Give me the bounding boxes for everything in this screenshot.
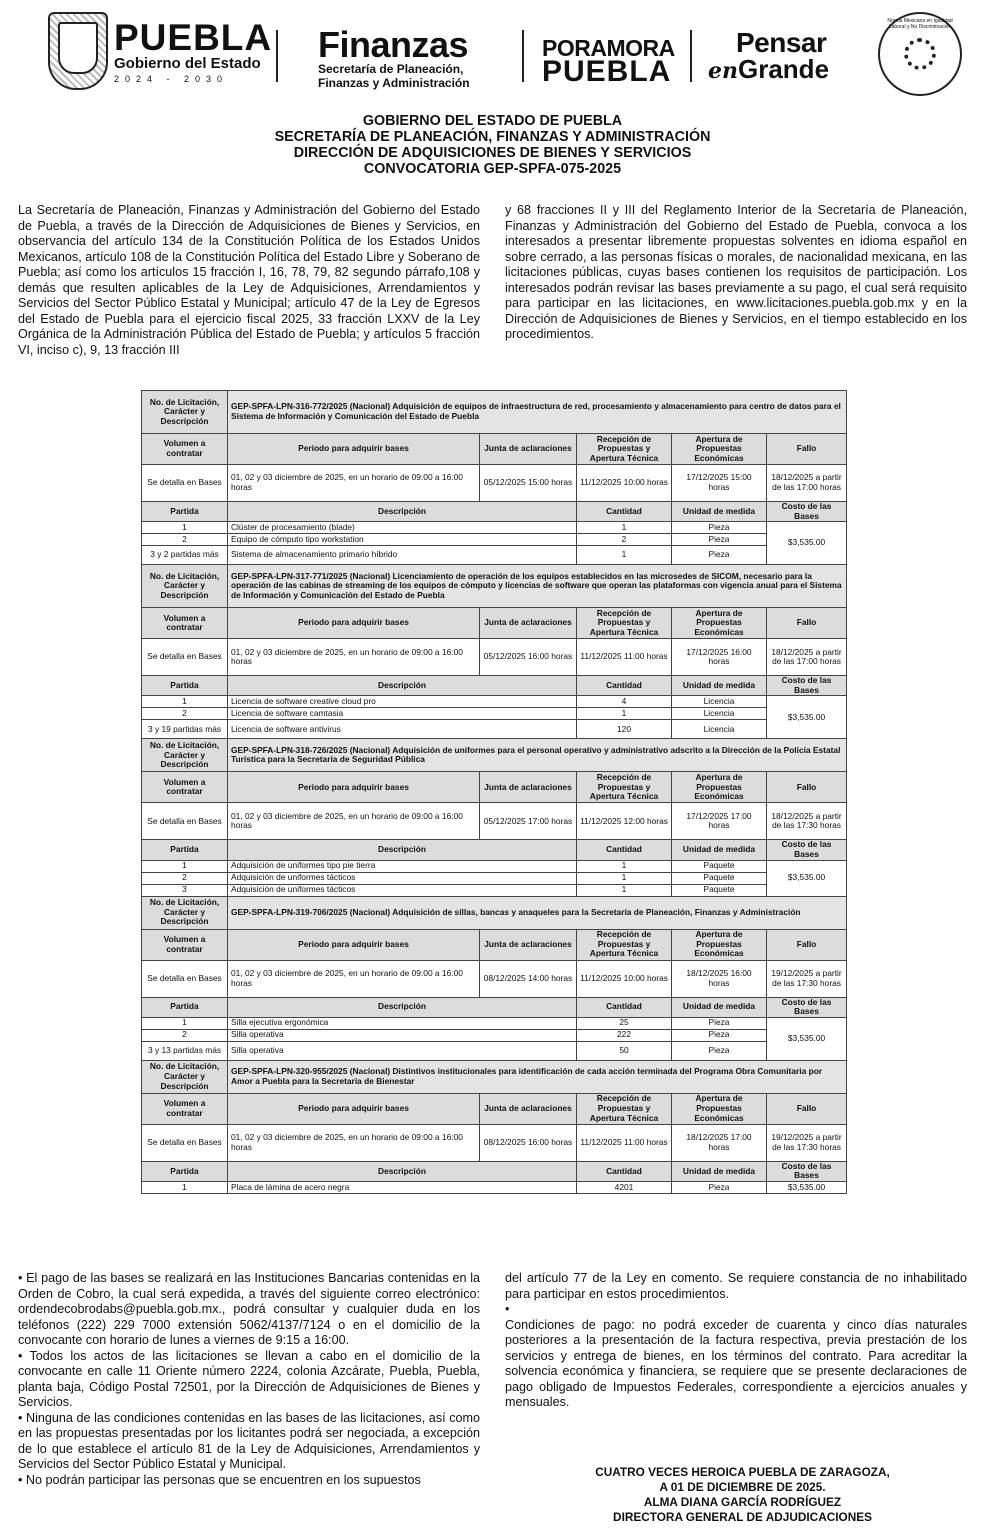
no-licitacion-header: No. de Licitación, Carácter y Descripción [142,565,228,608]
recepcion-header: Recepción de Propuestas y Apertura Técnica [577,608,672,639]
costo-header: Costo de las Bases [767,502,847,522]
signature-block [520,1465,965,1525]
volumen-header: Volumen a contratar [142,1093,228,1124]
finanzas-logo [318,24,470,90]
tenders-table [141,390,847,1194]
apertura-header: Apertura de Propuestas Económicas [672,434,767,465]
unidad-header: Unidad de medida [672,502,767,522]
pensar-line2: Grande [738,54,830,84]
junta-header: Junta de aclaraciones [480,929,577,960]
recepcion-header: Recepción de Propuestas y Apertura Técnica [577,434,672,465]
volumen-value: Se detalla en Bases [142,803,228,840]
cantidad-value: 2 [577,534,672,546]
notes-left-column [18,1271,480,1488]
partida-value: 2 [142,1029,228,1041]
pensar-en-grande-logo [708,27,830,84]
schedule-header-row [142,929,847,960]
partida-value: 1 [142,522,228,534]
note-paragraph: del artículo 77 de la Ley en comento. Se requiere constancia de no inhabilitado para participar en estos procedimientos. [505,1271,967,1301]
recepcion-value: 11/12/2025 11:00 horas [577,1124,672,1161]
tender-id-row [142,1060,847,1093]
unidad-value: Pieza [672,1041,767,1060]
junta-header: Junta de aclaraciones [480,434,577,465]
tender-description: GEP-SPFA-LPN-317-771/2025 (Nacional) Licenciamiento de operación de los equipos establecidos en las microsedes de SICOM, necesario para la operación de las cabinas de streaming de los equipos de cómputo y licencias de software que operan las plataformas con vigencia anual para el Sistema de Información y Comunicación del Estado de Puebla [228,565,847,608]
tender-id-row [142,739,847,772]
partida-value: 1 [142,696,228,708]
partida-value: 3 y 19 partidas más [142,720,228,739]
fallo-value: 19/12/2025 a partir de las 17:30 horas [767,960,847,997]
volumen-header: Volumen a contratar [142,608,228,639]
table-row [142,1041,847,1060]
cantidad-value: 1 [577,884,672,896]
finanzas-logo-title: Finanzas [318,24,469,65]
table-row [142,522,847,534]
no-licitacion-header: No. de Licitación, Carácter y Descripción [142,739,228,772]
cantidad-value: 4201 [577,1181,672,1193]
item-description: Adquisición de uniformes tácticos [228,884,577,896]
fallo-value: 18/12/2025 a partir de las 17:30 horas [767,803,847,840]
cantidad-value: 1 [577,860,672,872]
periodo-value: 01, 02 y 03 diciembre de 2025, en un horario de 09:00 a 16:00 horas [228,803,480,840]
igualdad-laboral-seal-icon: Norma Mexicana en Igualdad Laboral y No Discriminación [878,12,962,96]
descripcion-header: Descripción [228,1161,577,1181]
note-paragraph: • [505,1302,510,1316]
item-description: Equipo de cómputo tipo workstation [228,534,577,546]
junta-header: Junta de aclaraciones [480,772,577,803]
table-row [142,884,847,896]
table-row [142,534,847,546]
partida-value: 2 [142,534,228,546]
cantidad-header: Cantidad [577,997,672,1017]
intro-right-column: y 68 fracciones II y III del Reglamento Interior de la Secretaría de Planeación, Finanzas y Administración del Gobierno del Estado de Puebla, convoca a los interesados a presentar libremente propuestas solventes en idioma español en sobre cerrado, a las personas físicas o morales, de nacionalidad mexicana, en las licitaciones públicas, cuyas bases contienen los requisitos de participación. Los interesados podrán revisar las bases previamente a su pago, el cual será requisito para participar en las licitaciones, en www.licitaciones.puebla.gob.mx y en la Dirección de Adquisiciones de Bienes y Servicios, en el tiempo establecido en los procedimientos. [505,203,967,341]
cantidad-value: 1 [577,708,672,720]
apertura-value: 17/12/2025 15:00 horas [672,465,767,502]
por-amor-line2: PUEBLA [542,55,672,88]
cantidad-value: 120 [577,720,672,739]
unidad-value: Licencia [672,696,767,708]
item-description: Licencia de software antivirus [228,720,577,739]
signatory-title: DIRECTORA GENERAL DE ADJUDICACIONES [613,1510,872,1524]
header-line-1: GOBIERNO DEL ESTADO DE PUEBLA [362,113,623,129]
tender-description: GEP-SPFA-LPN-318-726/2025 (Nacional) Adquisición de uniformes para el personal operativo y administrativo adscrito a la Dirección de la Policía Estatal Turística para la Secretaría de Seguridad Pública [228,739,847,772]
table-row [142,1181,847,1193]
unidad-header: Unidad de medida [672,1161,767,1181]
puebla-logo-years: 2024 - 2030 [114,74,229,84]
convocatoria-title: CONVOCATORIA GEP-SPFA-075-2025 [363,161,622,177]
tender-description: GEP-SPFA-LPN-320-955/2025 (Nacional) Distintivos institucionales para identificación de cada acción terminada del Programa Obra Comunitaria por Amor a Puebla para la Secretaría de Bienestar [228,1060,847,1093]
no-licitacion-header: No. de Licitación, Carácter y Descripción [142,1060,228,1093]
partida-header: Partida [142,502,228,522]
volumen-header: Volumen a contratar [142,772,228,803]
descripcion-header: Descripción [228,997,577,1017]
schedule-header-row [142,772,847,803]
apertura-header: Apertura de Propuestas Económicas [672,772,767,803]
tender-description: GEP-SPFA-LPN-316-772/2025 (Nacional) Adquisición de equipos de infraestructura de red, procesamiento y almacenamiento para centro de datos para el Sistema de Información y Comunicación del Estado de Puebla [228,391,847,434]
note-paragraph: • Todos los actos de las licitaciones se llevan a cabo en el domicilio de la convocante en calle 11 Oriente número 2224, colonia Azcárate, Puebla, Puebla, planta baja, Código Postal 72501, por la Dirección de Adquisiciones de Bienes y Servicios. [18,1348,480,1409]
por-amor-logo [542,35,675,88]
apertura-header: Apertura de Propuestas Económicas [672,608,767,639]
fallo-header: Fallo [767,772,847,803]
volumen-header: Volumen a contratar [142,434,228,465]
table-row [142,708,847,720]
no-licitacion-header: No. de Licitación, Carácter y Descripción [142,391,228,434]
costo-header: Costo de las Bases [767,1161,847,1181]
document-header [0,113,985,177]
unidad-value: Paquete [672,860,767,872]
item-description: Silla ejecutiva ergonómica [228,1017,577,1029]
puebla-logo-subtitle: Gobierno del Estado [114,55,261,72]
signature-date: A 01 DE DICIEMBRE DE 2025. [659,1480,826,1494]
recepcion-value: 11/12/2025 10:00 horas [577,465,672,502]
unidad-value: Licencia [672,708,767,720]
partida-header: Partida [142,676,228,696]
periodo-header: Periodo para adquirir bases [228,1093,480,1124]
costo-bases-value: $3,535.00 [767,696,847,739]
unidad-value: Pieza [672,546,767,565]
periodo-value: 01, 02 y 03 diciembre de 2025, en un horario de 09:00 a 16:00 horas [228,465,480,502]
note-paragraph: • El pago de las bases se realizará en las Instituciones Bancarias contenidas en la Orden de Cobro, la cual será expedida, a través del siguiente correo electrónico: ordendecobrodabs@puebla.gob.mx., podrá consultar y cualquier duda en los teléfonos (222) 229 7000 extensión 5062/4137/7124 o en el domicilio de la convocante con horario de lunes a viernes de 9:15 a 16:00. [18,1271,480,1347]
recepcion-value: 11/12/2025 10:00 horas [577,960,672,997]
schedule-header-row [142,434,847,465]
cantidad-value: 222 [577,1029,672,1041]
apertura-header: Apertura de Propuestas Económicas [672,1093,767,1124]
volumen-value: Se detalla en Bases [142,465,228,502]
partida-header: Partida [142,1161,228,1181]
pensar-en: en [708,58,738,84]
recepcion-header: Recepción de Propuestas y Apertura Técnica [577,929,672,960]
periodo-value: 01, 02 y 03 diciembre de 2025, en un horario de 09:00 a 16:00 horas [228,960,480,997]
item-description: Silla operativa [228,1029,577,1041]
fallo-header: Fallo [767,608,847,639]
items-header-row [142,1161,847,1181]
unidad-value: Pieza [672,522,767,534]
periodo-header: Periodo para adquirir bases [228,608,480,639]
schedule-header-row [142,1093,847,1124]
cantidad-value: 1 [577,522,672,534]
unidad-value: Pieza [672,1181,767,1193]
unidad-value: Pieza [672,1017,767,1029]
costo-header: Costo de las Bases [767,840,847,860]
descripcion-header: Descripción [228,676,577,696]
schedule-header-row [142,608,847,639]
descripcion-header: Descripción [228,502,577,522]
cantidad-value: 4 [577,696,672,708]
logo-divider [690,30,692,82]
apertura-value: 18/12/2025 17:00 horas [672,1124,767,1161]
partida-value: 1 [142,860,228,872]
items-header-row [142,840,847,860]
costo-bases-value: $3,535.00 [767,1181,847,1193]
schedule-row [142,1124,847,1161]
fallo-value: 19/12/2025 a partir de las 17:30 horas [767,1124,847,1161]
logo-bar [48,10,968,98]
cantidad-header: Cantidad [577,676,672,696]
item-description: Sistema de almacenamiento primario híbrido [228,546,577,565]
unidad-header: Unidad de medida [672,676,767,696]
partida-value: 1 [142,1017,228,1029]
cantidad-value: 25 [577,1017,672,1029]
puebla-logo [114,17,273,86]
no-licitacion-header: No. de Licitación, Carácter y Descripción [142,896,228,929]
cantidad-header: Cantidad [577,840,672,860]
por-amor-line1: PORAMORA [542,35,675,61]
partida-value: 1 [142,1181,228,1193]
apertura-value: 17/12/2025 16:00 horas [672,639,767,676]
pensar-line1: Pensar [736,27,827,58]
junta-header: Junta de aclaraciones [480,1093,577,1124]
recepcion-header: Recepción de Propuestas y Apertura Técnica [577,1093,672,1124]
costo-header: Costo de las Bases [767,997,847,1017]
cantidad-value: 1 [577,546,672,565]
periodo-header: Periodo para adquirir bases [228,772,480,803]
partida-value: 2 [142,708,228,720]
recepcion-value: 11/12/2025 12:00 horas [577,803,672,840]
partida-value: 3 [142,884,228,896]
junta-value: 05/12/2025 15:00 horas [480,465,577,502]
cantidad-header: Cantidad [577,502,672,522]
fallo-header: Fallo [767,1093,847,1124]
volumen-value: Se detalla en Bases [142,639,228,676]
partida-value: 3 y 2 partidas más [142,546,228,565]
junta-value: 08/12/2025 14:00 horas [480,960,577,997]
item-description: Adquisición de uniformes tácticos [228,872,577,884]
fallo-header: Fallo [767,929,847,960]
tender-id-row [142,896,847,929]
items-header-row [142,997,847,1017]
schedule-row [142,639,847,676]
volumen-header: Volumen a contratar [142,929,228,960]
partida-header: Partida [142,997,228,1017]
state-shield-icon [48,12,108,90]
unidad-header: Unidad de medida [672,840,767,860]
recepcion-value: 11/12/2025 11:00 horas [577,639,672,676]
periodo-value: 01, 02 y 03 diciembre de 2025, en un horario de 09:00 a 16:00 horas [228,1124,480,1161]
note-paragraph: • No podrán participar las personas que se encuentren en los supuestos [18,1472,421,1487]
item-description: Licencia de software creative cloud pro [228,696,577,708]
cantidad-value: 1 [577,872,672,884]
items-header-row [142,502,847,522]
header-line-2: SECRETARÍA DE PLANEACIÓN, FINANZAS Y ADMINISTRACIÓN [274,129,711,145]
cantidad-header: Cantidad [577,1161,672,1181]
costo-header: Costo de las Bases [767,676,847,696]
junta-value: 08/12/2025 16:00 horas [480,1124,577,1161]
table-row [142,720,847,739]
table-row [142,546,847,565]
partida-header: Partida [142,840,228,860]
tender-id-row [142,565,847,608]
apertura-value: 18/12/2025 16:00 horas [672,960,767,997]
partida-value: 2 [142,872,228,884]
unidad-value: Pieza [672,534,767,546]
tender-description: GEP-SPFA-LPN-319-706/2025 (Nacional) Adquisición de sillas, bancas y anaqueles para la Secretaría de Planeación, Finanzas y Administración [228,896,847,929]
note-paragraph: Condiciones de pago: no podrá exceder de cuarenta y cinco días naturales posteriores a la presentación de la factura respectiva, previa prestación de los servicios y entrega de bienes, en los términos del contrato. Para acreditar la solvencia económica y financiera, se requiere que se presente declaraciones de pago obligado de Impuestos Federales, correspondiente a ejercicios anuales y mensuales. [505,1317,967,1409]
unidad-value: Paquete [672,884,767,896]
periodo-value: 01, 02 y 03 diciembre de 2025, en un horario de 09:00 a 16:00 horas [228,639,480,676]
signature-place: CUATRO VECES HEROICA PUEBLA DE ZARAGOZA, [595,1465,890,1479]
finanzas-logo-sub1: Secretaría de Planeación, [318,62,464,76]
table-row [142,872,847,884]
intro-left-column: La Secretaría de Planeación, Finanzas y Administración del Gobierno del Estado de Puebla, a través de la Dirección de Adquisiciones de Bienes y Servicios, en observancia del artículo 134 de la Constitución Política de los Estados Unidos Mexicanos, artículo 108 de la Constitución Política del Estado Libre y Soberano de Puebla; así como los artículos 15 fracción I, 16, 78, 79, 82 segundo párrafo,108 y demás que resulten aplicables de la Ley de Adquisiciones, Arrendamientos y Servicios del Sector Público Estatal y Municipal; artículo 47 de la Ley de Egresos del Estado de Puebla para el ejercicio fiscal 2025, 33 fracción LXXV de la Ley Orgánica de la Administración Pública del Estado de Puebla; y artículos 5 fracción VI, inciso c), 9, 13 fracción III [18,203,480,357]
apertura-value: 17/12/2025 17:00 horas [672,803,767,840]
item-description: Licencia de software camtasia [228,708,577,720]
fallo-value: 18/12/2025 a partir de las 17:00 horas [767,465,847,502]
unidad-value: Licencia [672,720,767,739]
partida-value: 3 y 13 partidas más [142,1041,228,1060]
unidad-value: Paquete [672,872,767,884]
item-description: Adquisición de uniformes tipo pie tierra [228,860,577,872]
costo-bases-value: $3,535.00 [767,522,847,565]
logo-divider [522,30,524,82]
schedule-row [142,803,847,840]
junta-value: 05/12/2025 17:00 horas [480,803,577,840]
periodo-header: Periodo para adquirir bases [228,929,480,960]
logo-divider [276,30,278,82]
fallo-header: Fallo [767,434,847,465]
periodo-header: Periodo para adquirir bases [228,434,480,465]
header-line-3: DIRECCIÓN DE ADQUISICIONES DE BIENES Y SERVICIOS [293,145,692,161]
cantidad-value: 50 [577,1041,672,1060]
volumen-value: Se detalla en Bases [142,960,228,997]
puebla-logo-title: PUEBLA [114,17,273,58]
unidad-header: Unidad de medida [672,997,767,1017]
volumen-value: Se detalla en Bases [142,1124,228,1161]
descripcion-header: Descripción [228,840,577,860]
item-description: Placa de lámina de acero negra [228,1181,577,1193]
tender-id-row [142,391,847,434]
unidad-value: Pieza [672,1029,767,1041]
fallo-value: 18/12/2025 a partir de las 17:00 horas [767,639,847,676]
junta-header: Junta de aclaraciones [480,608,577,639]
item-description: Clúster de procesamiento (blade) [228,522,577,534]
costo-bases-value: $3,535.00 [767,860,847,896]
item-description: Silla operativa [228,1041,577,1060]
notes-right-column [505,1271,967,1411]
schedule-row [142,960,847,997]
recepcion-header: Recepción de Propuestas y Apertura Técnica [577,772,672,803]
finanzas-logo-sub2: Finanzas y Administración [318,76,470,90]
items-header-row [142,676,847,696]
table-row [142,696,847,708]
note-paragraph: • Ninguna de las condiciones contenidas en las bases de las licitaciones, así como en las propuestas presentadas por los licitantes podrá ser negociada, a excepción de lo que establece el artículo 81 de la Ley de Adquisiciones, Arrendamientos y Servicios del Sector Público Estatal y Municipal. [18,1410,480,1471]
schedule-row [142,465,847,502]
signatory-name: ALMA DIANA GARCÍA RODRÍGUEZ [643,1495,842,1509]
costo-bases-value: $3,535.00 [767,1017,847,1060]
table-row [142,1029,847,1041]
apertura-header: Apertura de Propuestas Económicas [672,929,767,960]
table-row [142,860,847,872]
junta-value: 05/12/2025 16:00 horas [480,639,577,676]
table-row [142,1017,847,1029]
